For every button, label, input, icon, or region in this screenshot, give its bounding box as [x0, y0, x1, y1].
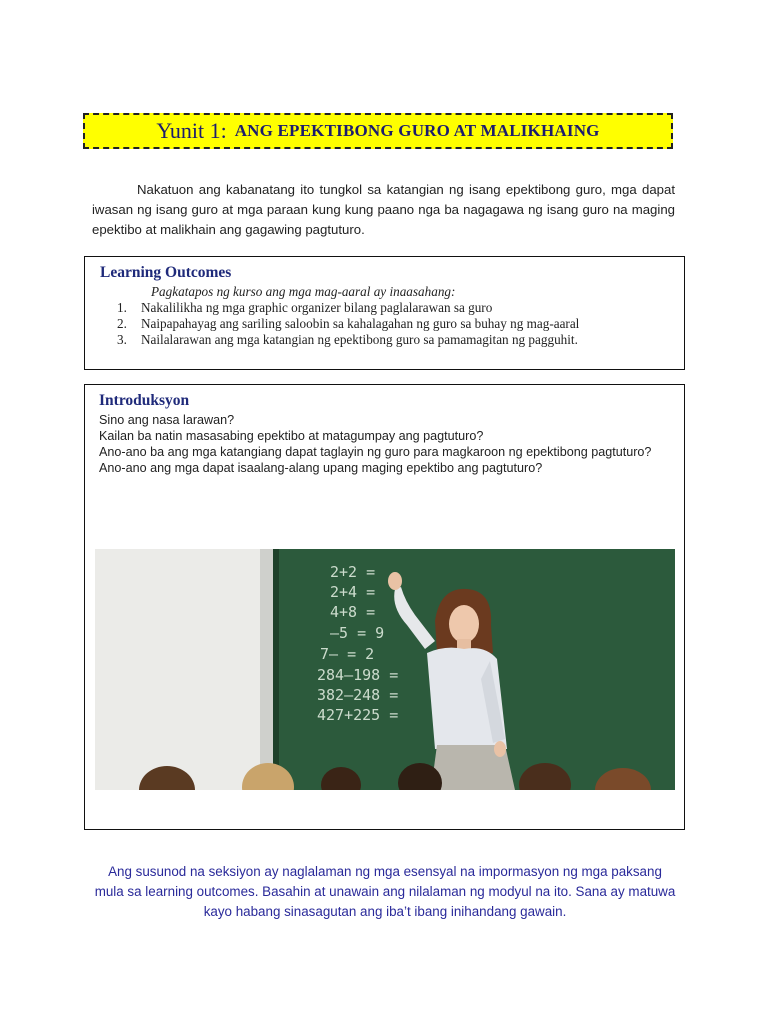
footer-note: Ang susunod na seksiyon ay naglalaman ng mga esensyal na impormasyon ng mga paksang mula sa learning outcomes. Basahin at unawain ang nilalaman ng modyul na ito. Sana ay matuwa kayo habang sinasagutan ang iba’t ibang inihandang gawain. — [94, 864, 676, 919]
chalk-line: –5 = 9 — [330, 624, 385, 642]
list-item-number: 3. — [117, 332, 127, 347]
unit-label: Yunit 1: — [156, 118, 227, 143]
list-item-text: Nailalarawan ang mga katangian ng epektibong guro sa pamamagitan ng pagguhit. — [141, 332, 578, 347]
intro-paragraph: Nakatuon ang kabanatang ito tungkol sa katangian ng isang epektibong guro, mga dapat iwasan ng isang guro at mga paraan kung kung paano nga ba nagagawa ng isang guro na maging epektibo at malikhain ang gagawing pagtuturo. — [92, 182, 675, 237]
teacher-photo — [95, 549, 675, 790]
list-item-number: 1. — [117, 300, 127, 315]
chalk-line: 284–198 = — [317, 666, 399, 684]
list-item — [109, 316, 679, 332]
list-item — [109, 300, 679, 316]
list-item-text: Naipapahayag ang sariling saloobin sa kahalagahan ng guro sa buhay ng mag-aaral — [141, 316, 580, 331]
learning-outcomes-title: Learning Outcomes — [100, 264, 232, 281]
introduksyon-box — [84, 384, 685, 830]
question-text: Ano-ano ang mga dapat isaalang-alang upang maging epektibo ang pagtuturo? — [99, 461, 543, 475]
chalk-line: 382–248 = — [317, 686, 399, 704]
unit-heading: ANG EPEKTIBONG GURO AT MALIKHAING — [234, 121, 600, 140]
learning-outcomes-list — [109, 300, 679, 348]
question-text: Sino ang nasa larawan? — [99, 413, 235, 427]
question-list — [99, 412, 675, 476]
learning-outcomes-box — [84, 256, 685, 370]
introduksyon-title: Introduksyon — [99, 392, 190, 409]
chalk-line: 427+225 = — [317, 706, 399, 724]
question-text: Kailan ba natin masasabing epektibo at matagumpay ang pagtuturo? — [99, 429, 484, 443]
question-text: Ano-ano ba ang mga katangiang dapat taglayin ng guro para magkaroon ng epektibong pagtuturo? — [99, 445, 652, 459]
chalk-line: 7– = 2 — [320, 645, 375, 663]
chalk-line: 2+2 = — [330, 563, 376, 581]
chalk-line: 2+4 = — [330, 583, 376, 601]
list-item — [109, 332, 679, 348]
list-item-text: Nakalilikha ng mga graphic organizer bilang paglalarawan sa guro — [141, 300, 493, 315]
unit-title-banner — [83, 113, 673, 149]
list-item-number: 2. — [117, 316, 127, 331]
chalk-line: 4+8 = — [330, 603, 376, 621]
wall-panel — [95, 549, 273, 790]
wall-frame — [260, 549, 273, 790]
learning-outcomes-subtitle: Pagkatapos ng kurso ang mga mag-aaral ay inaasahang: — [151, 284, 456, 299]
